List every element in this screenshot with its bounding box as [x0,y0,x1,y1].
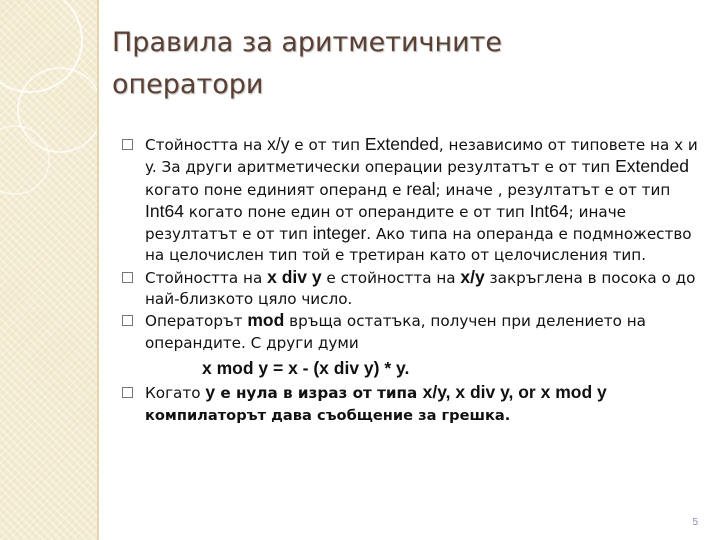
title-line-2: оператори [112,69,264,100]
slide-content [120,134,700,426]
text-segment: когато поне единият операнд е [145,180,407,199]
text-segment: ; иначе , резултатът е от тип [435,180,671,199]
code-segment: x div y [267,266,322,287]
text-segment: връща остатъка, получен при делението на операндите. С други думи [145,312,646,352]
slide-title [112,22,672,106]
title-line-1: Правила за аритметичните [112,27,503,58]
bullet-item-mod [120,310,700,354]
bullet-item-zero-error [120,382,700,426]
decorative-circles [0,0,97,540]
mod-formula: x mod y = x - (x div y) * y. [202,357,410,378]
code-segment: mod [247,310,285,331]
code-segment: Int64 [529,200,569,221]
text-segment: . Ако типа на операнда е подмножество на целочислен тип той е третиран като от целочисления тип. [145,225,692,265]
text-segment: закръглена в посока о до най-близкото цяло число. [145,268,696,309]
text-segment: Операторът [145,312,248,331]
text-segment: Когато [145,384,206,403]
page-number: 5 [692,517,698,528]
bullet-item-result-type [120,134,700,267]
side-divider [97,0,99,540]
text-segment: , независимо от типовете на x и y. За други аритметически операции резултатът е от тип [145,136,698,177]
text-segment: ; иначе резултатът е от тип [145,202,627,244]
code-segment: Extended [364,134,439,154]
code-segment: y [205,382,216,403]
code-segment: x/y [267,134,290,154]
text-segment: когато поне един от операндите е от тип [183,202,530,221]
text-segment: компилаторът дава съобщение за грешка. [145,406,511,424]
code-segment: integer [312,223,367,244]
decorative-side-band [0,0,97,540]
text-segment: Стойността на [145,268,268,287]
bullet-icon [122,272,133,283]
bullet-icon [122,139,133,150]
text-segment: е нула в израз от типа [215,384,423,403]
code-segment: x/y, x div y, or x mod y [422,382,607,403]
text-segment: Стойността на [145,136,268,154]
text-segment: е от тип [289,136,365,154]
code-segment: real [406,178,436,199]
bullet-icon [122,387,133,398]
bullet-icon [122,315,133,326]
bullet-item-div [120,267,700,311]
code-segment: Int64 [145,200,184,221]
code-segment: Extended [615,156,690,177]
text-segment: е стойността на [321,268,461,287]
code-segment: x/y [460,266,485,287]
